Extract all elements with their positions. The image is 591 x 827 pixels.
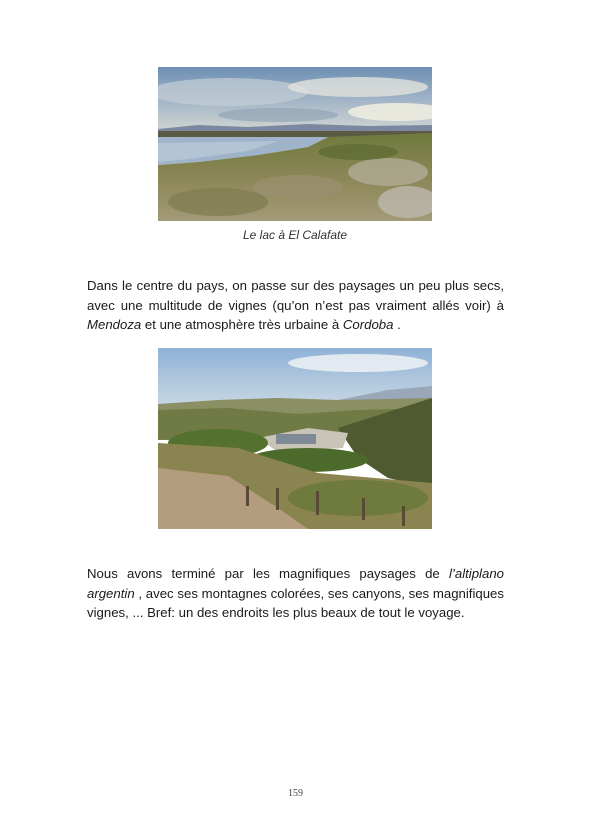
photo-caption: Le lac à El Calafate <box>242 228 348 242</box>
place-cordoba: Cordoba <box>342 317 394 332</box>
lake-photo <box>158 67 432 221</box>
place-altiplano: l’altiplano argentin <box>87 566 504 601</box>
place-mendoza: Mendoza <box>87 317 142 332</box>
paragraph-altiplano: Nous avons terminé par les magnifiques paysages de l’altiplano argentin , avec ses montagnes colorées, ses canyons, ses magnifiques vignes, ... Bref: un des endroits les plus beaux de tout le voyage. <box>87 566 504 620</box>
vineyard-photo <box>158 348 432 529</box>
paragraph-center-country: Dans le centre du pays, on passe sur des paysages un peu plus secs, avec une multitude de vignes (qu’on n’est pas vraiment allés voir) à Mendoza et une atmosphère très urbaine à Cordoba . <box>87 278 504 332</box>
page-number: 159 <box>288 788 303 799</box>
